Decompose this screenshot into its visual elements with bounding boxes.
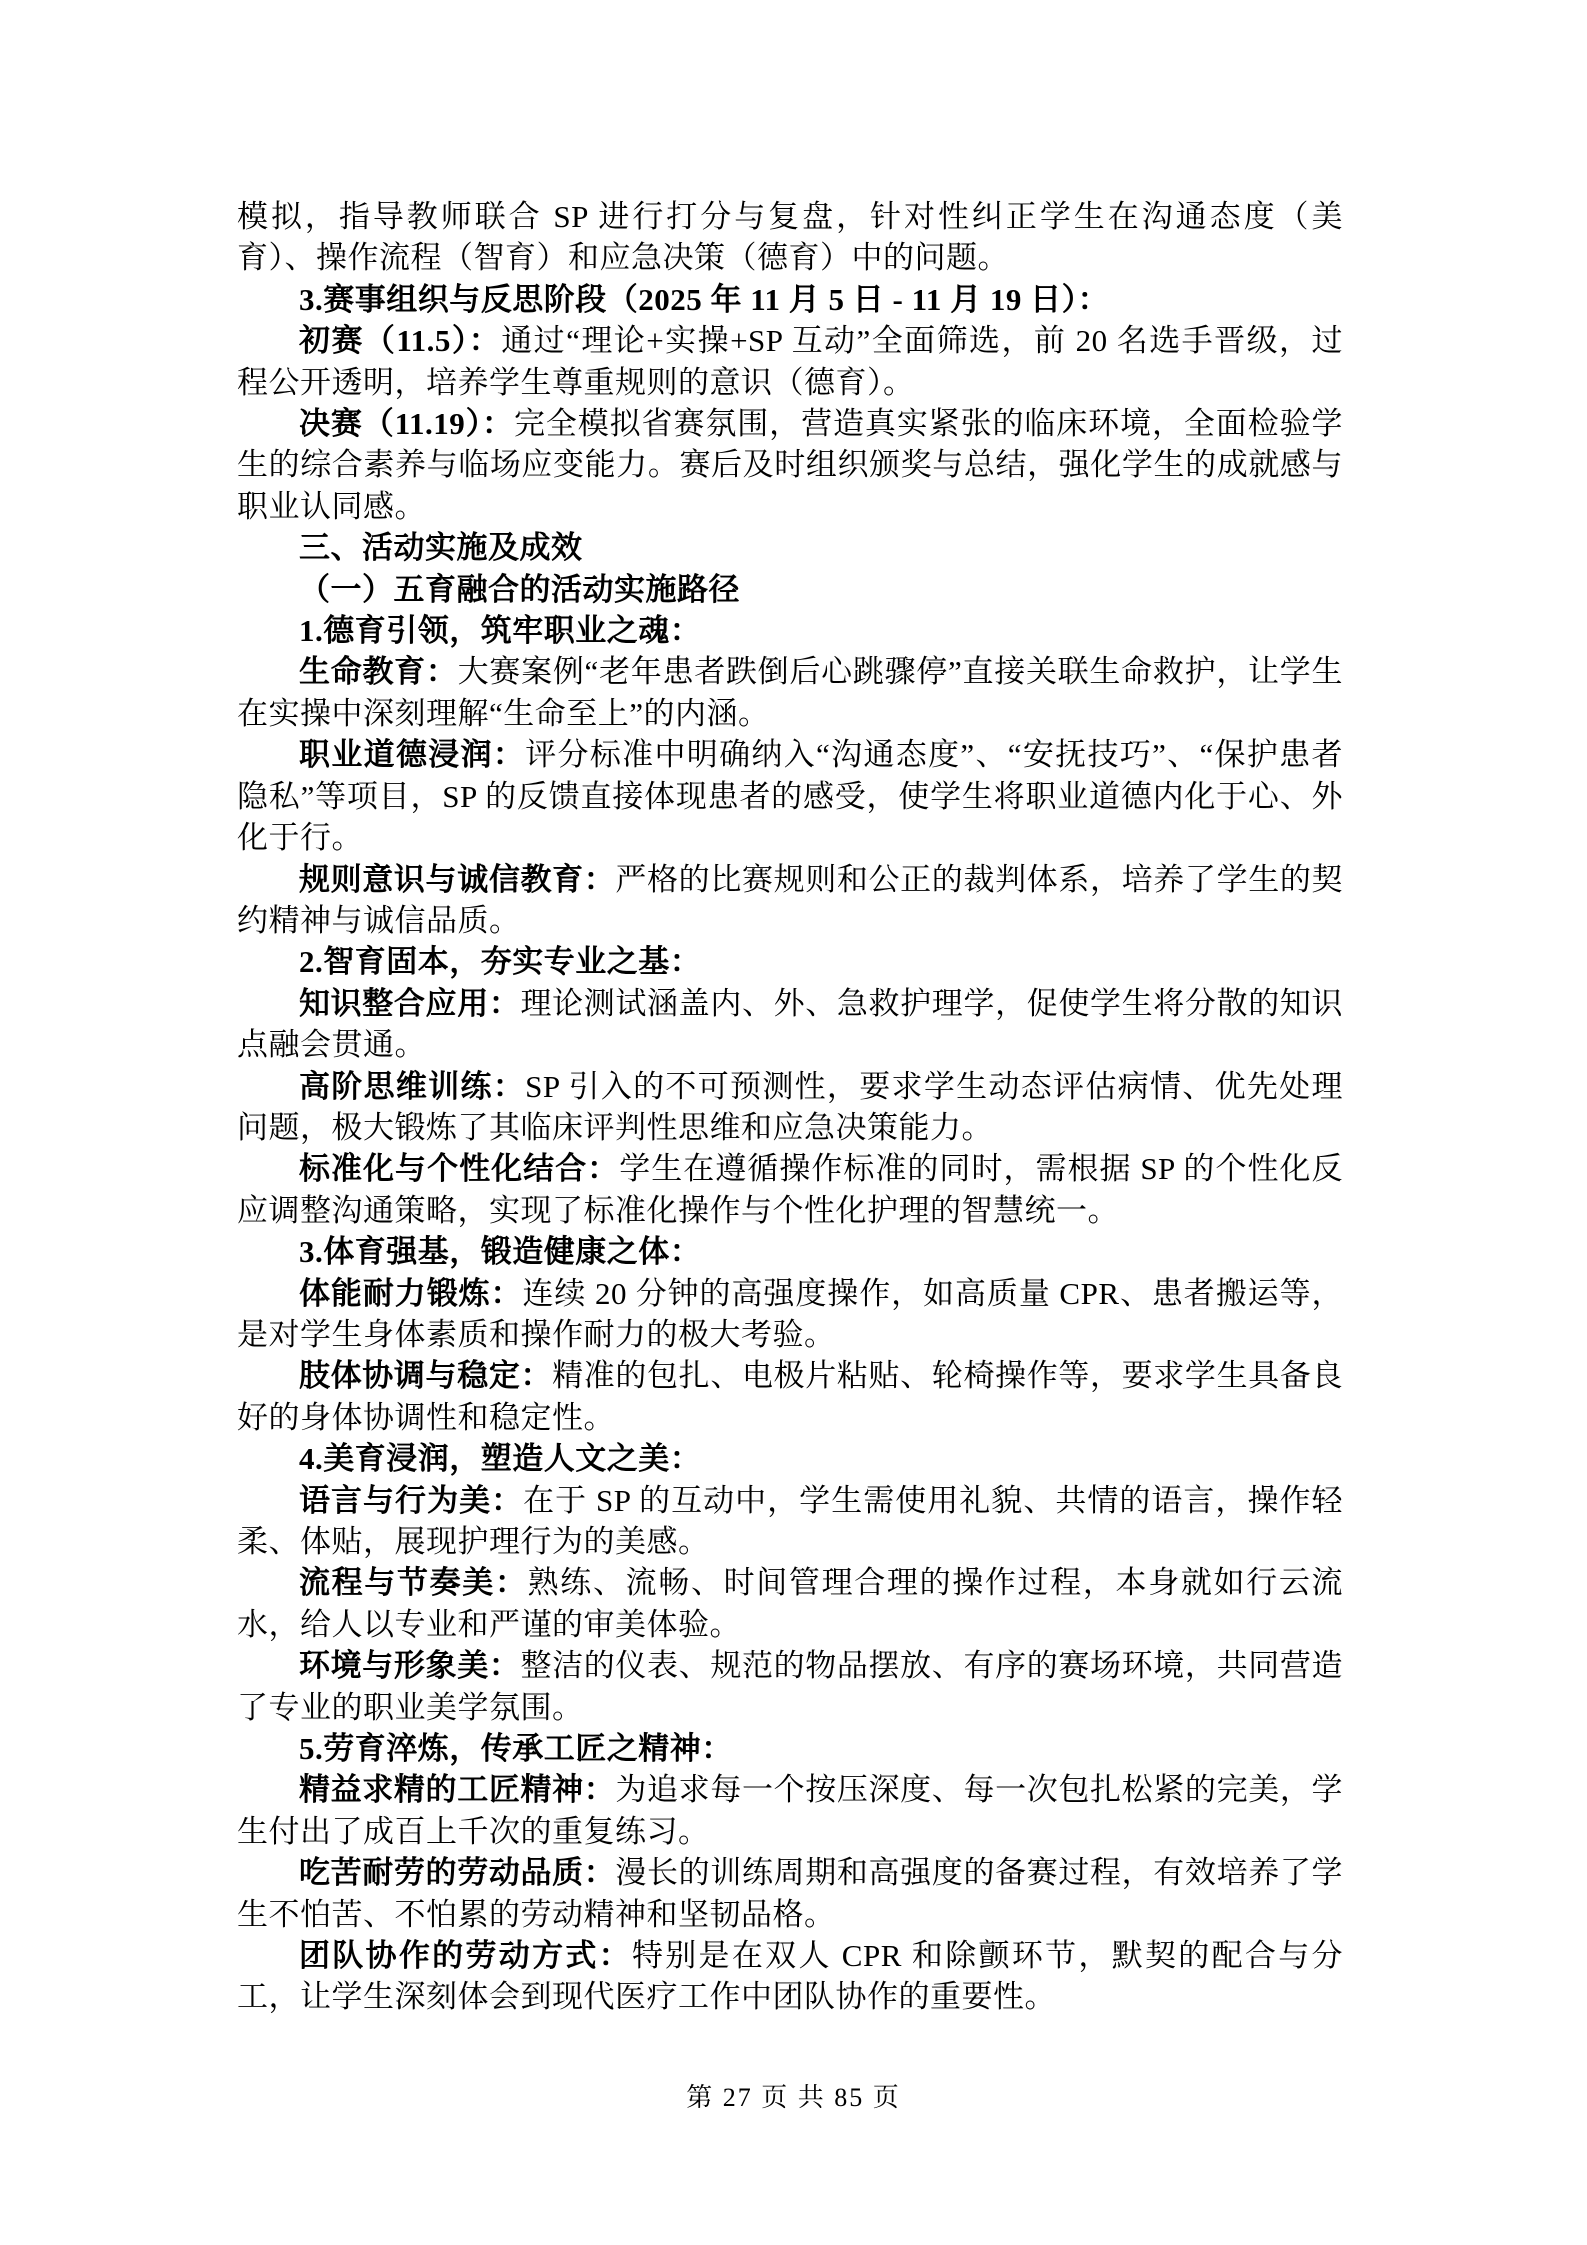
paragraph-label: 职业道德浸润： (299, 737, 526, 773)
paragraph (237, 1645, 1343, 1728)
paragraph-text: 为追求每一个按压深度、每一次包扎松紧的完美，学生付出了成百上千次的重复练习。 (237, 1772, 1343, 1849)
paragraph (237, 1438, 1343, 1479)
paragraph-text: 三、活动实施及成效 (299, 530, 583, 566)
paragraph (237, 569, 1343, 610)
paragraph-label: 精益求精的工匠精神： (299, 1772, 616, 1808)
paragraph-text: 3.赛事组织与反思阶段（2025 年 11 月 5 日 - 11 月 19 日）： (299, 281, 1110, 317)
paragraph-text: 严格的比赛规则和公正的裁判体系，培养了学生的契约精神与诚信品质。 (237, 861, 1343, 938)
paragraph-text: 特别是在双人 CPR 和除颤环节，默契的配合与分工，让学生深刻体会到现代医疗工作中团队协作的重要性。 (237, 1938, 1343, 2015)
paragraph-text: 3.体育强基，锻造健康之体： (299, 1234, 702, 1270)
page-footer (0, 2081, 1587, 2115)
paragraph (237, 1355, 1343, 1438)
paragraph-label: 流程与节奏美： (299, 1565, 528, 1601)
paragraph-label: 团队协作的劳动方式： (299, 1938, 632, 1974)
paragraph-text: （一）五育融合的活动实施路径 (299, 571, 740, 607)
paragraph (237, 983, 1343, 1066)
paragraph-label: 语言与行为美： (299, 1482, 524, 1518)
paragraph (237, 320, 1343, 403)
paragraph-label: 知识整合应用： (299, 985, 521, 1021)
paragraph-text: 精准的包扎、电极片粘贴、轮椅操作等，要求学生具备良好的身体协调性和稳定性。 (237, 1358, 1343, 1435)
paragraph (237, 527, 1343, 568)
paragraph (237, 403, 1343, 527)
paragraph-label: 标准化与个性化结合： (299, 1151, 620, 1187)
paragraph-text: 2.智育固本，夯实专业之基： (299, 944, 702, 980)
paragraph-label: 体能耐力锻炼： (299, 1275, 523, 1311)
paragraph-text: 整洁的仪表、规范的物品摆放、有序的赛场环境，共同营造了专业的职业美学氛围。 (237, 1648, 1343, 1725)
page-number: 第 27 页 共 85 页 (686, 2083, 901, 2112)
paragraph (237, 1273, 1343, 1356)
paragraph-label: 环境与形象美： (299, 1648, 521, 1684)
paragraph-text: 评分标准中明确纳入“沟通态度”、“安抚技巧”、“保护患者隐私”等项目，SP 的反馈直接体现患者的感受，使学生将职业道德内化于心、外化于行。 (237, 737, 1343, 856)
paragraph-text: SP 引入的不可预测性，要求学生动态评估病情、优先处理问题，极大锻炼了其临床评判性思维和应急决策能力。 (237, 1068, 1343, 1145)
paragraph-text: 在于 SP 的互动中，学生需使用礼貌、共情的语言，操作轻柔、体贴，展现护理行为的美感。 (237, 1482, 1343, 1559)
paragraph-label: 决赛（11.19）： (299, 406, 514, 442)
paragraph (237, 279, 1343, 320)
paragraph-text: 通过“理论+实操+SP 互动”全面筛选，前 20 名选手晋级，过程公开透明，培养学生尊重规则的意识（德育）。 (237, 323, 1343, 400)
paragraph-label: 高阶思维训练： (299, 1068, 526, 1104)
paragraph (237, 610, 1343, 651)
document-body (237, 196, 1343, 2018)
paragraph (237, 1562, 1343, 1645)
paragraph-text: 大赛案例“老年患者跌倒后心跳骤停”直接关联生命救护，让学生在实操中深刻理解“生命至上”的内涵。 (237, 654, 1343, 731)
paragraph (237, 734, 1343, 858)
paragraph (237, 1066, 1343, 1149)
paragraph-text: 学生在遵循操作标准的同时，需根据 SP 的个性化反应调整沟通策略，实现了标准化操作与个性化护理的智慧统一。 (237, 1151, 1343, 1228)
paragraph-text: 连续 20 分钟的高强度操作，如高质量 CPR、患者搬运等，是对学生身体素质和操作耐力的极大考验。 (237, 1275, 1344, 1352)
paragraph-text: 漫长的训练周期和高强度的备赛过程，有效培养了学生不怕苦、不怕累的劳动精神和坚韧品格。 (237, 1855, 1343, 1932)
paragraph-label: 生命教育： (299, 654, 458, 690)
paragraph-text: 5.劳育淬炼，传承工匠之精神： (299, 1731, 733, 1767)
paragraph-text: 理论测试涵盖内、外、急救护理学，促使学生将分散的知识点融会贯通。 (237, 985, 1343, 1063)
paragraph (237, 1148, 1343, 1231)
paragraph-text: 完全模拟省赛氛围，营造真实紧张的临床环境，全面检验学生的综合素养与临场应变能力。赛后及时组织颁奖与总结，强化学生的成就感与职业认同感。 (237, 406, 1343, 524)
paragraph-text: 1.德育引领，筑牢职业之魂： (299, 613, 702, 649)
paragraph (237, 1935, 1343, 2018)
paragraph-label: 吃苦耐劳的劳动品质： (299, 1855, 616, 1891)
paragraph (237, 1728, 1343, 1769)
paragraph (237, 1852, 1343, 1935)
paragraph (237, 651, 1343, 734)
paragraph (237, 941, 1343, 982)
paragraph-label: 肢体协调与稳定： (299, 1358, 553, 1394)
paragraph (237, 859, 1343, 942)
paragraph (237, 196, 1343, 279)
paragraph-text: 熟练、流畅、时间管理合理的操作过程，本身就如行云流水，给人以专业和严谨的审美体验。 (237, 1565, 1344, 1642)
paragraph-label: 初赛（11.5）： (299, 323, 502, 359)
paragraph (237, 1480, 1343, 1563)
paragraph-label: 规则意识与诚信教育： (299, 861, 616, 897)
paragraph (237, 1769, 1343, 1852)
paragraph-text: 4.美育浸润，塑造人文之美： (299, 1441, 702, 1477)
paragraph (237, 1231, 1343, 1272)
paragraph-text: 模拟，指导教师联合 SP 进行打分与复盘，针对性纠正学生在沟通态度（美育）、操作流程（智育）和应急决策（德育）中的问题。 (237, 199, 1343, 276)
